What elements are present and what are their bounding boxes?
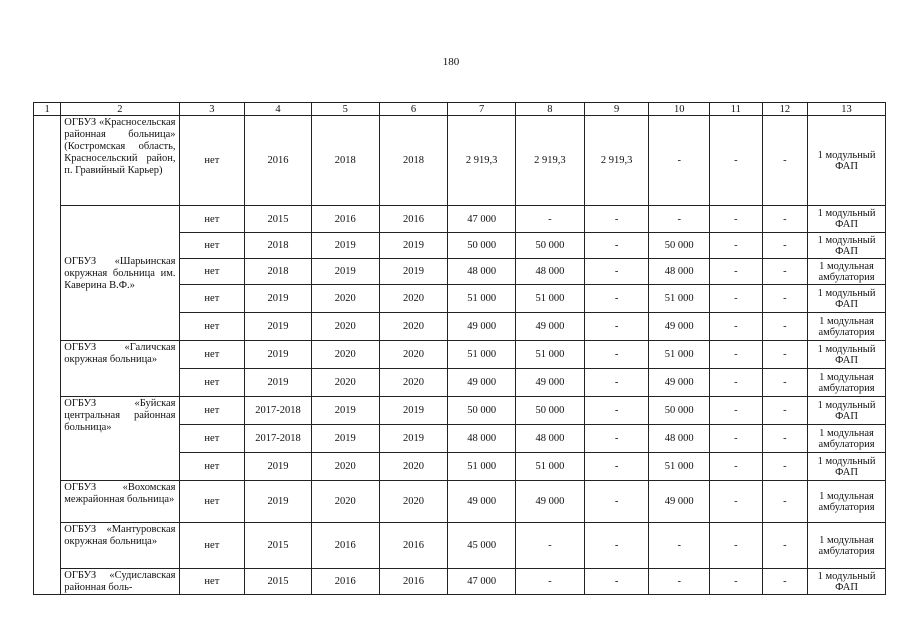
table-cell: - — [762, 233, 807, 259]
column-header: 9 — [584, 103, 649, 116]
column-header: 2 — [61, 103, 179, 116]
table-cell: - — [762, 259, 807, 285]
table-cell: 2017-2018 — [245, 425, 312, 453]
table-cell: 2019 — [379, 397, 448, 425]
table-cell: 51 000 — [516, 285, 585, 313]
column-header: 11 — [710, 103, 763, 116]
table-cell: - — [584, 425, 649, 453]
table-cell: нет — [179, 397, 245, 425]
table-cell: 2020 — [379, 341, 448, 369]
column-header: 13 — [808, 103, 886, 116]
table-cell: 51 000 — [448, 341, 516, 369]
table-cell: - — [710, 397, 763, 425]
organization-cell: ОГБУЗ «Красносельская районная больница» (Костромская область, Красносельский район, п. Гравийный Карьер) — [61, 116, 179, 206]
page-number: 180 — [442, 56, 460, 68]
table-cell: 2020 — [311, 285, 379, 313]
table-cell: 2019 — [311, 425, 379, 453]
table-cell: - — [710, 369, 763, 397]
table-cell: 51 000 — [649, 453, 710, 481]
table-row — [34, 341, 886, 369]
facility-type-cell: 1 модульная амбулатория — [808, 259, 886, 285]
header-row — [34, 103, 886, 116]
table-cell: 51 000 — [448, 453, 516, 481]
table-cell: - — [762, 481, 807, 523]
organization-cell: ОГБУЗ «Судиславская районная боль- — [61, 569, 179, 595]
organization-cell: ОГБУЗ «Шарьинская окружная больница им. Каверина В.Ф.» — [61, 206, 179, 341]
table-cell: 47 000 — [448, 569, 516, 595]
table-cell: - — [584, 369, 649, 397]
column-header: 6 — [379, 103, 448, 116]
facility-type-cell: 1 модульный ФАП — [808, 453, 886, 481]
table-cell: 51 000 — [516, 341, 585, 369]
table-cell: 2018 — [379, 116, 448, 206]
table-cell: - — [649, 206, 710, 233]
table-cell: 2019 — [245, 285, 312, 313]
table-cell: нет — [179, 523, 245, 569]
table-cell: 2015 — [245, 206, 312, 233]
table-cell: 47 000 — [448, 206, 516, 233]
column-header: 5 — [311, 103, 379, 116]
table-cell: 2020 — [311, 313, 379, 341]
table-cell: 49 000 — [516, 481, 585, 523]
table-cell: - — [710, 481, 763, 523]
table-cell: - — [762, 116, 807, 206]
table-cell: - — [584, 313, 649, 341]
table-cell: 2020 — [379, 453, 448, 481]
table-cell: 2020 — [311, 369, 379, 397]
facility-type-cell: 1 модульная амбулатория — [808, 425, 886, 453]
table-cell: 2019 — [311, 397, 379, 425]
table-row — [34, 481, 886, 523]
table-cell: 2016 — [245, 116, 312, 206]
data-table — [33, 102, 886, 595]
table-cell: - — [649, 523, 710, 569]
table-cell: 2 919,3 — [516, 116, 585, 206]
table-cell: 2018 — [245, 233, 312, 259]
table-cell: - — [762, 453, 807, 481]
table-cell: 50 000 — [649, 397, 710, 425]
table-cell: 48 000 — [448, 425, 516, 453]
facility-type-cell: 1 модульный ФАП — [808, 233, 886, 259]
table-cell: 50 000 — [448, 233, 516, 259]
table-cell: 51 000 — [516, 453, 585, 481]
table-cell: 48 000 — [448, 259, 516, 285]
table-cell: - — [762, 425, 807, 453]
table-cell: 2015 — [245, 523, 312, 569]
table-cell: 2020 — [311, 453, 379, 481]
table-cell: 48 000 — [516, 425, 585, 453]
table-cell: 49 000 — [516, 369, 585, 397]
table-cell: - — [710, 116, 763, 206]
table-cell: 49 000 — [516, 313, 585, 341]
table-cell: 2019 — [245, 341, 312, 369]
facility-type-cell: 1 модульный ФАП — [808, 206, 886, 233]
table-cell: 2019 — [379, 233, 448, 259]
table-cell: 2019 — [311, 233, 379, 259]
table-cell: - — [516, 523, 585, 569]
table-cell: нет — [179, 453, 245, 481]
table-cell: 2018 — [245, 259, 312, 285]
table-cell: 2019 — [245, 453, 312, 481]
table-row — [34, 116, 886, 206]
table-cell: 2020 — [379, 313, 448, 341]
facility-type-cell: 1 модульный ФАП — [808, 285, 886, 313]
table-cell: 2019 — [311, 259, 379, 285]
column-header: 12 — [762, 103, 807, 116]
table-row — [34, 206, 886, 233]
column-header: 3 — [179, 103, 245, 116]
facility-type-cell: 1 модульный ФАП — [808, 116, 886, 206]
table-cell: нет — [179, 369, 245, 397]
column-header: 7 — [448, 103, 516, 116]
table-cell: 51 000 — [649, 341, 710, 369]
table-cell: нет — [179, 233, 245, 259]
table-cell: 2016 — [311, 569, 379, 595]
table-cell: - — [584, 481, 649, 523]
table-cell: - — [584, 397, 649, 425]
table-cell: 2019 — [245, 369, 312, 397]
column-header: 4 — [245, 103, 312, 116]
table-cell: - — [584, 259, 649, 285]
table-cell: 2016 — [379, 569, 448, 595]
table-cell: 2020 — [311, 341, 379, 369]
table-cell: 2020 — [311, 481, 379, 523]
table-cell: нет — [179, 116, 245, 206]
table-cell: 2019 — [379, 259, 448, 285]
table-cell: - — [584, 523, 649, 569]
table-cell: 2020 — [379, 285, 448, 313]
organization-cell: ОГБУЗ «Вохомская межрайонная больница» — [61, 481, 179, 523]
table-cell: - — [762, 369, 807, 397]
facility-type-cell: 1 модульная амбулатория — [808, 523, 886, 569]
table-cell: 2019 — [379, 425, 448, 453]
table-cell: 49 000 — [649, 481, 710, 523]
table-cell: 2016 — [311, 523, 379, 569]
column-header: 1 — [34, 103, 61, 116]
table-cell: 2 919,3 — [584, 116, 649, 206]
table-cell: - — [710, 259, 763, 285]
table-cell: - — [584, 453, 649, 481]
column-header: 8 — [516, 103, 585, 116]
table-cell: 48 000 — [649, 425, 710, 453]
table-cell: - — [762, 206, 807, 233]
table-cell: - — [584, 206, 649, 233]
table-cell: нет — [179, 259, 245, 285]
table-cell: нет — [179, 481, 245, 523]
table-cell: нет — [179, 313, 245, 341]
facility-type-cell: 1 модульный ФАП — [808, 397, 886, 425]
facility-type-cell: 1 модульный ФАП — [808, 569, 886, 595]
table-cell: 2 919,3 — [448, 116, 516, 206]
table-cell: нет — [179, 425, 245, 453]
table-row — [34, 397, 886, 425]
table-cell: 45 000 — [448, 523, 516, 569]
table-cell: - — [762, 569, 807, 595]
organization-cell: ОГБУЗ «Буйская центральная районная больница» — [61, 397, 179, 481]
table-cell: - — [649, 569, 710, 595]
table-cell: нет — [179, 206, 245, 233]
facility-type-cell: 1 модульный ФАП — [808, 341, 886, 369]
table-cell: 2016 — [379, 206, 448, 233]
table-cell: 50 000 — [516, 397, 585, 425]
table-cell: 49 000 — [448, 313, 516, 341]
facility-type-cell: 1 модульная амбулатория — [808, 481, 886, 523]
organization-cell: ОГБУЗ «Галичская окружная больница» — [61, 341, 179, 397]
table-cell: 2015 — [245, 569, 312, 595]
table-row — [34, 569, 886, 595]
table-cell: - — [762, 313, 807, 341]
facility-type-cell: 1 модульная амбулатория — [808, 313, 886, 341]
table-cell: 50 000 — [448, 397, 516, 425]
column-header: 10 — [649, 103, 710, 116]
table-cell: - — [710, 313, 763, 341]
table-cell: - — [710, 233, 763, 259]
table-cell: - — [762, 285, 807, 313]
table-cell: - — [710, 285, 763, 313]
table-cell: - — [649, 116, 710, 206]
table-cell: 2019 — [245, 313, 312, 341]
table-cell: - — [762, 397, 807, 425]
table-cell: 2020 — [379, 369, 448, 397]
table-cell: 2020 — [379, 481, 448, 523]
table-cell: 50 000 — [649, 233, 710, 259]
table-cell: - — [762, 341, 807, 369]
table-cell: - — [710, 523, 763, 569]
table-cell: 2016 — [379, 523, 448, 569]
facility-type-cell: 1 модульная амбулатория — [808, 369, 886, 397]
table-cell: - — [762, 523, 807, 569]
table-cell: - — [584, 341, 649, 369]
table-cell: 51 000 — [649, 285, 710, 313]
table-cell: - — [710, 206, 763, 233]
table-cell: 2016 — [311, 206, 379, 233]
organization-cell: ОГБУЗ «Мантуровская окружная больница» — [61, 523, 179, 569]
table-cell: 48 000 — [649, 259, 710, 285]
table-cell: - — [584, 569, 649, 595]
table-cell: - — [710, 425, 763, 453]
table-cell: 2017-2018 — [245, 397, 312, 425]
table-cell: 48 000 — [516, 259, 585, 285]
row-number-cell — [34, 116, 61, 595]
table-cell: 49 000 — [448, 481, 516, 523]
table-cell: - — [584, 233, 649, 259]
table-cell: - — [584, 285, 649, 313]
table-cell: - — [710, 453, 763, 481]
table-cell: нет — [179, 569, 245, 595]
table-cell: 51 000 — [448, 285, 516, 313]
table-cell: 49 000 — [649, 313, 710, 341]
table-cell: - — [710, 569, 763, 595]
table-cell: 50 000 — [516, 233, 585, 259]
table-cell: - — [516, 569, 585, 595]
table-cell: 49 000 — [448, 369, 516, 397]
table-cell: - — [516, 206, 585, 233]
table-cell: 49 000 — [649, 369, 710, 397]
table-row — [34, 523, 886, 569]
table-cell: 2019 — [245, 481, 312, 523]
table-cell: нет — [179, 341, 245, 369]
table-cell: - — [710, 341, 763, 369]
table-cell: нет — [179, 285, 245, 313]
table-cell: 2018 — [311, 116, 379, 206]
